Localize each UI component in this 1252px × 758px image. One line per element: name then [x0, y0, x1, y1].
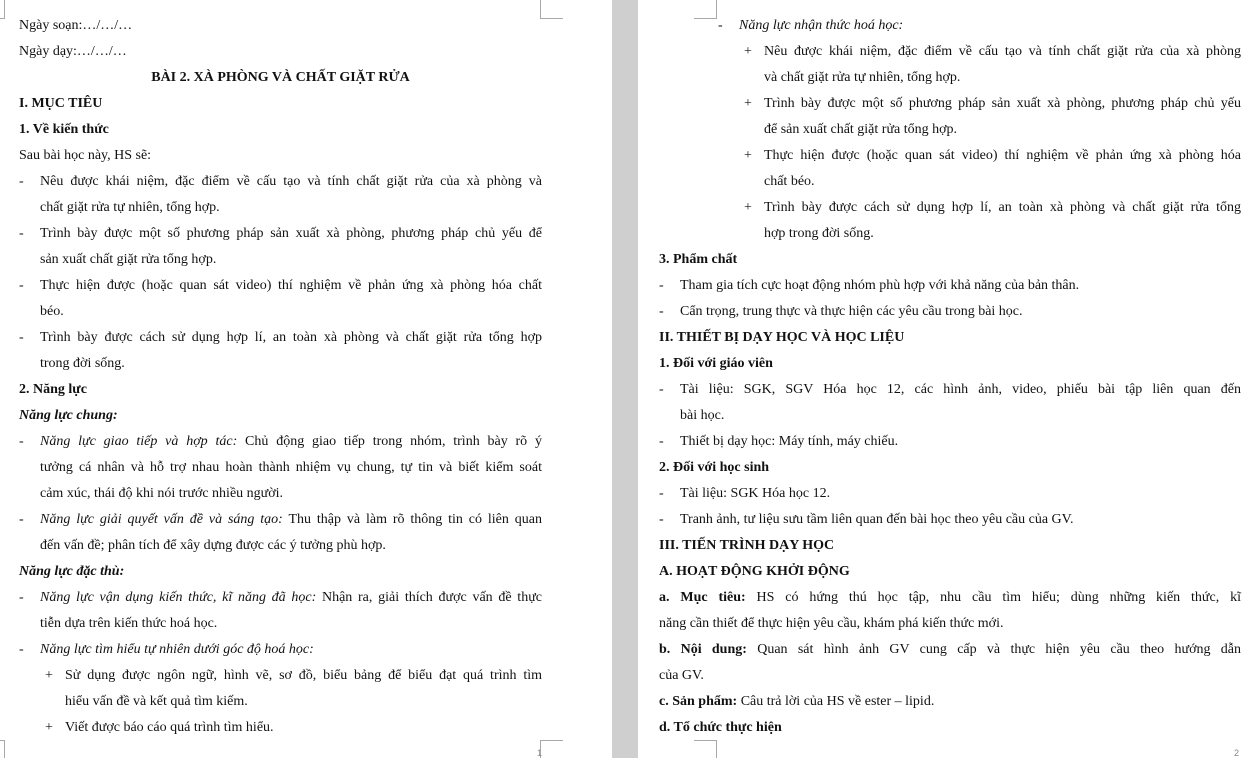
section-heading-process: III. TIẾN TRÌNH DẠY HỌC	[659, 538, 835, 553]
page-number: 2	[1234, 748, 1240, 758]
document-page-1	[0, 0, 612, 758]
list-item: - Cẩn trọng, trung thực và thực hiện các yêu cầu trong bài học.	[659, 304, 1023, 319]
list-item: - Tham gia tích cực hoạt động nhóm phù hợp với khả năng của bản thân.	[659, 278, 1080, 293]
sub-list-item-continuation: hợp trong đời sống.	[764, 226, 874, 241]
sub-list-item: + Nêu được khái niệm, đặc điểm về cấu tạo và tính chất giặt rửa của xà phòng	[744, 44, 1241, 59]
section-heading-objectives: I. MỤC TIÊU	[19, 96, 103, 111]
list-item: - Nêu được khái niệm, đặc điểm về cấu tạo và tính chất giặt rửa của xà phòng và	[19, 174, 542, 189]
list-item: - Tài liệu: SGK Hóa học 12.	[659, 486, 831, 501]
subheading-qualities: 3. Phẩm chất	[659, 252, 738, 267]
list-item: - Thiết bị dạy học: Máy tính, máy chiếu.	[659, 434, 899, 449]
crop-mark	[0, 0, 5, 19]
list-item-continuation: trong đời sống.	[40, 356, 125, 371]
intro-text: Sau bài học này, HS sẽ:	[19, 148, 152, 163]
crop-mark	[540, 740, 563, 758]
list-item-continuation: chất giặt rửa tự nhiên, tổng hợp.	[40, 200, 220, 215]
sub-list-item-continuation: và chất giặt rửa tự nhiên, tổng hợp.	[764, 70, 961, 85]
list-item-continuation: sản xuất chất giặt rửa tổng hợp.	[40, 252, 217, 267]
subheading-competencies: 2. Năng lực	[19, 382, 87, 397]
crop-mark	[694, 0, 717, 19]
lesson-title: BÀI 2. XÀ PHÒNG VÀ CHẤT GIẶT RỬA	[151, 70, 410, 85]
aim-paragraph: a. Mục tiêu: HS có hứng thú học tập, nhu cầu tìm hiểu; dùng những kiến thức, kĩ	[659, 590, 1241, 605]
list-item: - Tài liệu: SGK, SGV Hóa học 12, các hình ảnh, video, phiếu bài tập liên quan đến	[659, 382, 1241, 397]
list-item: - Năng lực giao tiếp và hợp tác: Chủ động giao tiếp trong nhóm, trình bày rõ ý	[19, 434, 542, 449]
crop-mark	[540, 0, 563, 19]
organization-heading: d. Tổ chức thực hiện	[659, 720, 782, 735]
sub-list-item: + Trình bày được cách sử dụng hợp lí, an toàn xà phòng và chất giặt rửa tổng	[744, 200, 1241, 215]
page-2-body	[659, 13, 1241, 741]
sub-list-item: + Trình bày được một số phương pháp sản xuất xà phòng, phương pháp chủ yếu	[744, 96, 1241, 111]
content-continuation: của GV.	[659, 668, 704, 683]
content-paragraph: b. Nội dung: Quan sát hình ảnh GV cung cấp và thực hiện yêu cầu theo hướng dẫn	[659, 642, 1241, 657]
sub-list-item: + Sử dụng được ngôn ngữ, hình vẽ, sơ đồ, biểu bảng để biểu đạt quá trình tìm	[45, 668, 542, 683]
list-item: - Năng lực tìm hiểu tự nhiên dưới góc độ hoá học:	[19, 642, 314, 657]
crop-mark	[0, 740, 5, 758]
sub-list-item-continuation: hiểu vấn đề và kết quả tìm kiếm.	[65, 694, 248, 709]
page-number: 1	[537, 748, 543, 758]
list-item: - Trình bày được một số phương pháp sản xuất xà phòng, phương pháp chủ yếu để	[19, 226, 542, 241]
product-paragraph: c. Sản phẩm: Câu trả lời của HS về ester – lipid.	[659, 694, 935, 709]
subheading-warmup-activity: A. HOẠT ĐỘNG KHỞI ĐỘNG	[659, 564, 850, 579]
list-item: - Năng lực giải quyết vấn đề và sáng tạo: Thu thập và làm rõ thông tin có liên quan	[19, 512, 542, 527]
section-heading-equipment: II. THIẾT BỊ DẠY HỌC VÀ HỌC LIỆU	[659, 330, 905, 345]
list-item: - Năng lực nhận thức hoá học:	[718, 18, 904, 33]
list-item-continuation: tưởng cá nhân và hỗ trợ nhau hoàn thành nhiệm vụ chung, tự tin và biết kiểm soát	[40, 460, 542, 475]
document-page-2	[638, 0, 1252, 758]
list-item-continuation: tiễn dựa trên kiến thức hoá học.	[40, 616, 218, 631]
list-item: - Trình bày được cách sử dụng hợp lí, an toàn xà phòng và chất giặt rửa tổng hợp	[19, 330, 542, 345]
list-item-continuation: béo.	[40, 304, 64, 319]
list-item: - Thực hiện được (hoặc quan sát video) thí nghiệm về phản ứng xà phòng hóa chất	[19, 278, 542, 293]
date-taught: Ngày dạy:…/…/…	[19, 44, 127, 59]
sub-list-item-continuation: để sản xuất chất giặt rửa tổng hợp.	[764, 122, 958, 137]
subheading-specific-competencies: Năng lực đặc thù:	[19, 564, 125, 579]
subheading-student: 2. Đối với học sinh	[659, 460, 770, 475]
aim-continuation: năng cần thiết để thực hiện yêu cầu, khám phá kiến thức mới.	[659, 616, 1004, 631]
list-item-continuation: cảm xúc, thái độ khi nói trước nhiều người.	[40, 486, 284, 501]
sub-list-item-continuation: chất béo.	[764, 174, 815, 189]
sub-list-item: + Viết được báo cáo quá trình tìm hiểu.	[45, 720, 274, 735]
list-item: - Tranh ảnh, tư liệu sưu tầm liên quan đến bài học theo yêu cầu của GV.	[659, 512, 1074, 527]
list-item: - Năng lực vận dụng kiến thức, kĩ năng đã học: Nhận ra, giải thích được vấn đề thực	[19, 590, 542, 605]
list-item-continuation: bài học.	[680, 408, 725, 423]
date-prepared: Ngày soạn:…/…/…	[19, 18, 133, 33]
page-1-body	[19, 13, 542, 741]
subheading-teacher: 1. Đối với giáo viên	[659, 356, 773, 371]
subheading-knowledge: 1. Về kiến thức	[19, 122, 109, 137]
sub-list-item: + Thực hiện được (hoặc quan sát video) thí nghiệm về phản ứng xà phòng hóa	[744, 148, 1241, 163]
subheading-general-competencies: Năng lực chung:	[19, 408, 118, 423]
crop-mark	[694, 740, 717, 758]
list-item-continuation: đến vấn đề; phân tích để xây dựng được các ý tưởng phù hợp.	[40, 538, 386, 553]
